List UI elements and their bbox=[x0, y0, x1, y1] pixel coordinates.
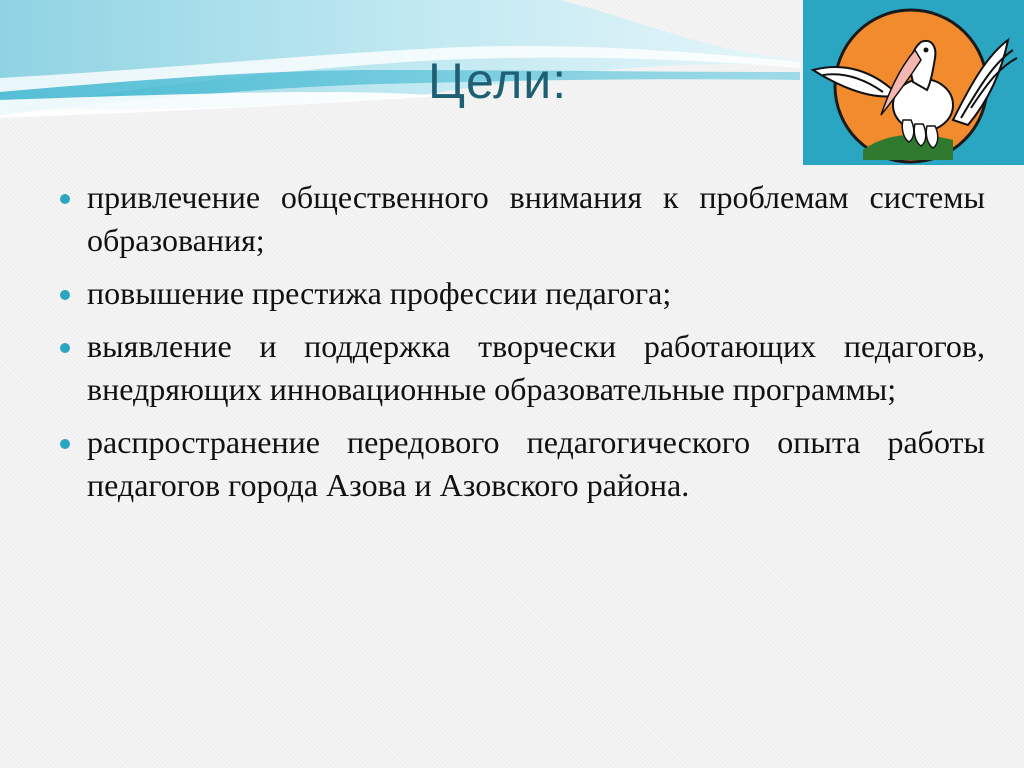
goal-text: повышение престижа профессии педагога; bbox=[87, 275, 672, 311]
bullet-icon bbox=[60, 290, 70, 300]
goal-item bbox=[60, 272, 985, 315]
goal-item bbox=[60, 325, 985, 411]
bullet-icon bbox=[60, 194, 70, 204]
bullet-icon bbox=[60, 343, 70, 353]
goals-list bbox=[60, 176, 985, 507]
goal-text: выявление и поддержка творчески работающих педагогов, внедряющих инновационные образовательные программы; bbox=[87, 328, 985, 407]
goal-item bbox=[60, 421, 985, 507]
goals-content bbox=[60, 176, 985, 517]
goal-item bbox=[60, 176, 985, 262]
goal-text: распространение передового педагогического опыта работы педагогов города Азова и Азовского района. bbox=[87, 424, 985, 503]
pelican-emblem-icon bbox=[803, 0, 1024, 165]
goal-text: привлечение общественного внимания к проблемам системы образования; bbox=[87, 179, 985, 258]
pelican-emblem bbox=[803, 0, 1024, 165]
bullet-icon bbox=[60, 439, 70, 449]
slide-title: Цели: bbox=[428, 53, 568, 109]
